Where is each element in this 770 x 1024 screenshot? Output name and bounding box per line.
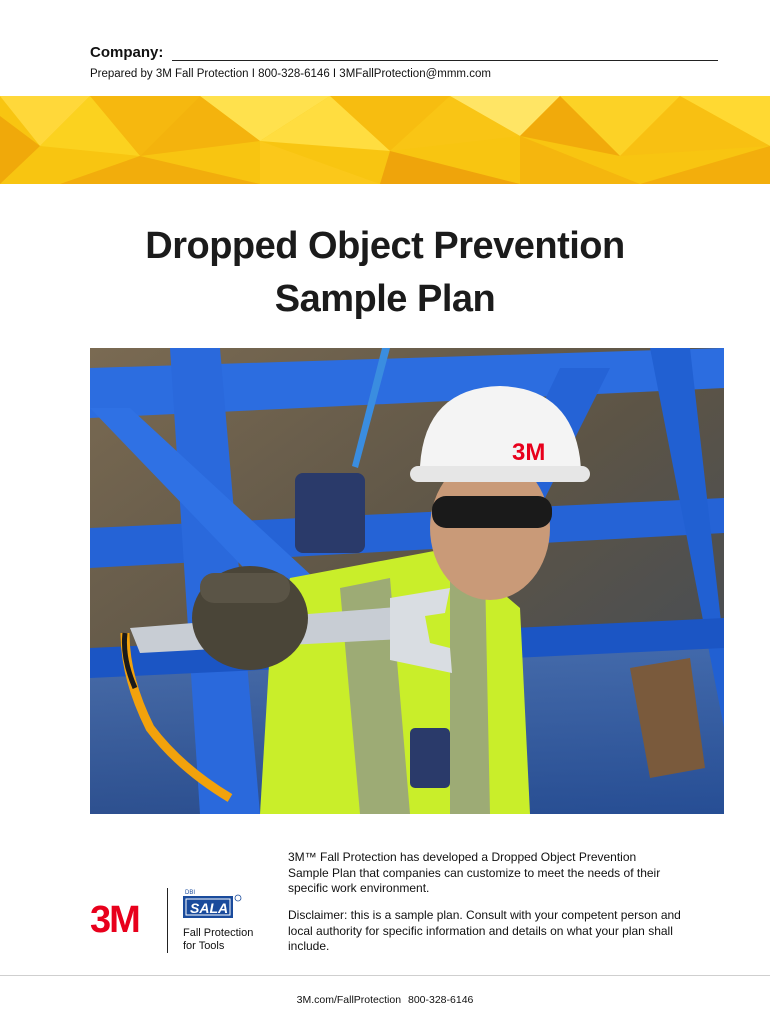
company-field [90,44,718,66]
footer-phone: 800-328-6146 [407,994,474,1006]
3m-logo [90,898,156,943]
company-label: Company: [90,44,164,61]
3m-logo-text: 3M [90,899,139,938]
fall-protection-tools-label [183,927,253,953]
sala-logo-top: DBI [185,890,196,896]
page-title [0,220,770,326]
tools-label-line-2: for Tools [183,940,225,952]
intro-paragraph: 3M™ Fall Protection has developed a Dropped Object Prevention Sample Plan that companies can customize to meet the needs of their specific work environment. [288,850,661,895]
helmet-logo: 3M [512,439,546,466]
footer-divider [0,975,770,976]
footer-url: 3M.com/FallProtection [296,994,402,1006]
worker-photo [90,348,724,814]
company-blank-line [172,60,718,61]
title-line-2: Sample Plan [274,278,496,320]
title-line-1: Dropped Object Prevention [145,225,625,267]
sala-logo [183,888,243,927]
yellow-banner [0,96,770,184]
logo-divider [167,888,168,953]
prepared-by-line: Prepared by 3M Fall Protection I 800-328-6146 I 3MFallProtection@mmm.com [90,68,491,80]
disclaimer-paragraph: Disclaimer: this is a sample plan. Consult with your competent person and local authority for specific information and details on what your plan shall include. [288,908,681,953]
footer [0,994,770,1006]
tools-label-line-1: Fall Protection [183,927,254,939]
sala-logo-text: SALA [190,900,229,916]
